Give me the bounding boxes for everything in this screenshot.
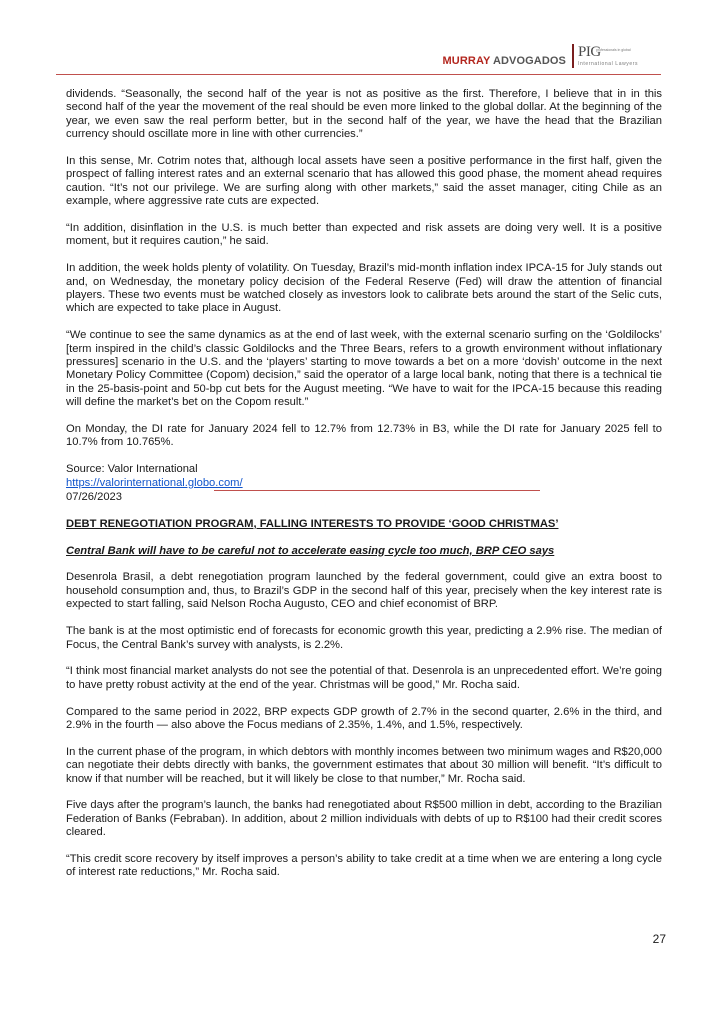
article1-paragraph: dividends. “Seasonally, the second half of the year is not as positive as the first. Therefore, I believe that in in this second half of the year the movement of the real should be even more linked to the global dollar. At the beginning of the year, we even saw the real perform better, but in the second half of the year, we have the head that the Brazilian currency should oscillate more in line with other currencies.” (66, 88, 662, 141)
article2-paragraph: “This credit score recovery by itself improves a person’s ability to take credit at a time when we are entering a long cycle of interest rate reductions,” Mr. Rocha said. (66, 852, 662, 879)
murray-advogados-logo (443, 55, 566, 67)
article1-paragraph: “In addition, disinflation in the U.S. is much better than expected and risk assets are doing very well. It is a positive moment, but it requires caution,” he said. (66, 222, 662, 248)
header-divider (56, 74, 661, 75)
source-label: Source: Valor International (66, 463, 198, 476)
article1-paragraph: In addition, the week holds plenty of volatility. On Tuesday, Brazil’s mid-month inflation index IPCA-15 for July stands out and, on Wednesday, the monetary policy decision of the Federal Reserve (Fed) will draw the attention of financial players. These two events must be watched closely as investors look to calibrate bets around the start of the Selic cuts, which are expected to take place in August. (66, 262, 662, 315)
page-content (66, 88, 662, 893)
article1-paragraph: On Monday, the DI rate for January 2024 fell to 12.7% from 12.73% in B3, while the DI rate for January 2025 fell to 10.7% from 10.765%. (66, 423, 662, 449)
article1-paragraph: “We continue to see the same dynamics as at the end of last week, with the external scenario surfing on the ‘Goldilocks’ [term inspired in the child’s classic Goldilocks and the Three Bears, refers to a growth environment without inflationary pressures] scenario in the U.S. and the ‘players’ starting to move towards a bet on a more ‘dovish’ outcome in the next Monetary Policy Committee (Copom) decision,” said the operator of a large local bank, noting that there is a technical tie in the 25-basis-point and 50-bp cut bets for the August meeting. “We have to wait for the IPCA-15 because this reading will define the market’s bet on the Copom result.” (66, 329, 662, 409)
pig-logo-subtitle: International Lawyers (578, 61, 639, 67)
article1-paragraph: In this sense, Mr. Cotrim notes that, although local assets have seen a positive performance in the first half, given the prospect of falling interest rates and an external scenario that has allowed this good phase, the moment ahead requires caution. “It’s not our privilege. We are surfing along with other markets,” said the asset manager, citing Chile as an example, where aggressive rate cuts are expected. (66, 155, 662, 208)
pig-logo (572, 44, 638, 70)
article2-paragraph: The bank is at the most optimistic end of forecasts for economic growth this year, predicting a 2.9% rise. The median of Focus, the Central Bank’s survey with analysts, is 2.2%. (66, 625, 662, 651)
pig-logo-small: professionals in global (596, 48, 631, 52)
article2-paragraph: Five days after the program’s launch, the banks had renegotiated about R$500 million in debt, according to the Brazilian Federation of Banks (Febraban). In addition, about 2 million individuals with debts of up to R$100 had their credit scores cleared. (66, 799, 662, 839)
logo-murray: MURRAY (442, 55, 491, 67)
page-header (56, 38, 670, 74)
article-subheadline: Central Bank will have to be careful not to accelerate easing cycle too much, BRP CEO says (66, 544, 555, 557)
source-link-wrapper (66, 477, 662, 490)
article-date: 07/26/2023 (66, 491, 122, 504)
source-link[interactable]: https://valorinternational.globo.com/ (66, 476, 243, 489)
article2-paragraph: Desenrola Brasil, a debt renegotiation program launched by the federal government, could give an extra boost to household consumption and, thus, to Brazil’s GDP in the second half of this year, precisely when the key interest rate is expected to start falling, said Nelson Rocha Augusto, CEO and chief economist of BRP. (66, 571, 662, 611)
article2-paragraph: In the current phase of the program, in which debtors with monthly incomes between two minimum wages and R$20,000 can negotiate their debts directly with banks, the government estimates that about 30 million will benefit. “It’s difficult to know if that number will be reached, but it will likely be close to that number,” Mr. Rocha said. (66, 745, 662, 785)
article2-paragraph: Compared to the same period in 2022, BRP expects GDP growth of 2.7% in the second quarter, 2.6% in the third, and 2.9% in the fourth — also above the Focus medians of 2.35%, 1.4%, and 1.5%, respectively. (66, 705, 662, 731)
logo-advogados: ADVOGADOS (492, 55, 566, 67)
pig-logo-bar (572, 44, 574, 68)
article-headline: DEBT RENEGOTIATION PROGRAM, FALLING INTERESTS TO PROVIDE ‘GOOD CHRISTMAS’ (66, 517, 559, 530)
pig-logo-letters: PIG (578, 44, 601, 60)
page-number: 27 (652, 932, 666, 946)
article2-paragraph: “I think most financial market analysts do not see the potential of that. Desenrola is an unprecedented effort. We’re going to have pretty robust activity at the end of the year. Christmas will be good,” Mr. Rocha said. (66, 665, 662, 691)
